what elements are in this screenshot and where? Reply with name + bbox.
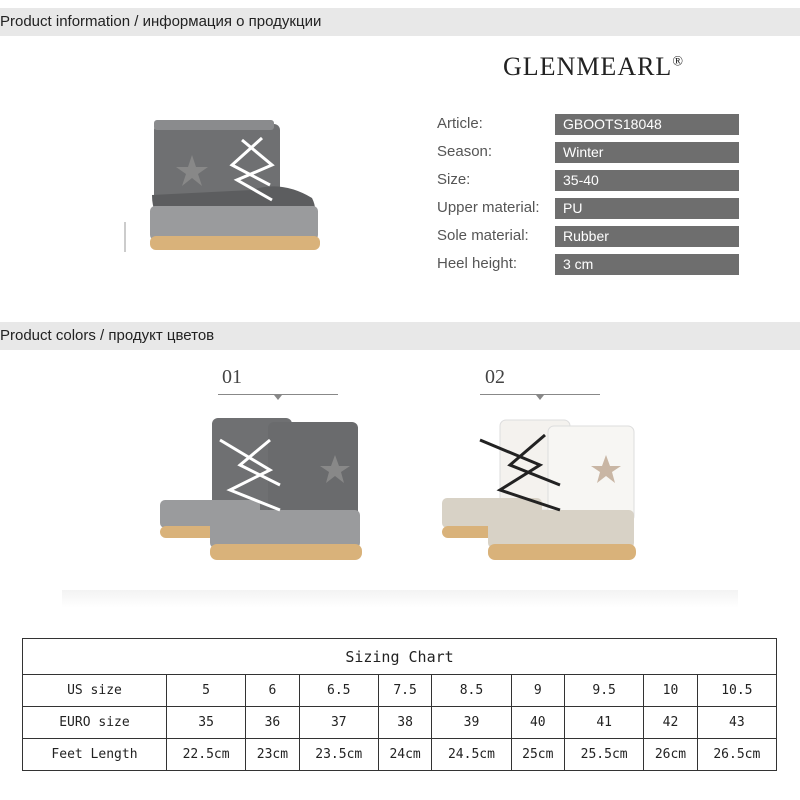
table-cell: 6.5: [299, 675, 378, 707]
table-cell: 38: [378, 707, 431, 739]
row-label: US size: [23, 675, 167, 707]
spec-row-season: [437, 141, 747, 169]
spec-row-article: [437, 113, 747, 141]
product-image-color-02[interactable]: [430, 410, 650, 580]
product-image-main: [122, 110, 342, 280]
table-cell: 25.5cm: [565, 739, 644, 771]
table-cell: 10.5: [697, 675, 776, 707]
spec-value: PU: [555, 198, 739, 219]
spec-value: 35-40: [555, 170, 739, 191]
table-cell: 23.5cm: [299, 739, 378, 771]
table-cell: 10: [644, 675, 697, 707]
table-cell: 5: [166, 675, 245, 707]
table-cell: 35: [166, 707, 245, 739]
table-cell: 40: [511, 707, 564, 739]
spec-label: Upper material:: [437, 199, 540, 216]
table-cell: 25cm: [511, 739, 564, 771]
spec-label: Heel height:: [437, 255, 518, 272]
product-image-color-01[interactable]: [150, 410, 370, 580]
row-label: EURO size: [23, 707, 167, 739]
boot-pair-white: [442, 420, 636, 560]
sizing-chart-title: Sizing Chart: [23, 639, 777, 675]
section-header-product-info: Product information / информация о продукции: [0, 8, 800, 36]
table-cell: 26cm: [644, 739, 697, 771]
spec-value: GBOOTS18048: [555, 114, 739, 135]
table-cell: 24cm: [378, 739, 431, 771]
table-cell: 43: [697, 707, 776, 739]
spec-label: Size:: [437, 171, 471, 188]
color-number-01: 01: [222, 366, 242, 388]
brand-logo: [503, 52, 684, 82]
table-cell: 22.5cm: [166, 739, 245, 771]
spec-table: [437, 113, 747, 281]
spec-row-sole-material: [437, 225, 747, 253]
table-cell: 36: [246, 707, 299, 739]
table-row-feet-length: [23, 739, 777, 771]
table-cell: 6: [246, 675, 299, 707]
spec-row-size: [437, 169, 747, 197]
table-row-us-size: [23, 675, 777, 707]
row-label: Feet Length: [23, 739, 167, 771]
table-cell: 8.5: [432, 675, 511, 707]
pointer-icon: [274, 395, 282, 400]
spec-label: Sole material:: [437, 227, 529, 244]
table-cell: 24.5cm: [432, 739, 511, 771]
section-header-product-colors: Product colors / продукт цветов: [0, 322, 800, 350]
sizing-chart-table: [22, 638, 777, 771]
spec-label: Article:: [437, 115, 483, 132]
table-row-euro-size: [23, 707, 777, 739]
sizing-chart-title-row: [23, 639, 777, 675]
table-cell: 41: [565, 707, 644, 739]
table-cell: 26.5cm: [697, 739, 776, 771]
pointer-icon: [536, 395, 544, 400]
boot-pair-grey: [160, 418, 362, 560]
spec-value: 3 cm: [555, 254, 739, 275]
table-cell: 7.5: [378, 675, 431, 707]
brand-name: GLENMEARL: [503, 52, 673, 81]
spec-label: Season:: [437, 143, 493, 160]
table-cell: 37: [299, 707, 378, 739]
spec-row-heel-height: [437, 253, 747, 281]
spec-value: Rubber: [555, 226, 739, 247]
spec-row-upper-material: [437, 197, 747, 225]
table-cell: 42: [644, 707, 697, 739]
image-divider: [62, 590, 738, 608]
spec-value: Winter: [555, 142, 739, 163]
table-cell: 23cm: [246, 739, 299, 771]
boot-illustration: [125, 120, 320, 252]
table-cell: 39: [432, 707, 511, 739]
registered-mark: ®: [672, 54, 684, 70]
table-cell: 9: [511, 675, 564, 707]
color-number-02: 02: [485, 366, 505, 388]
table-cell: 9.5: [565, 675, 644, 707]
